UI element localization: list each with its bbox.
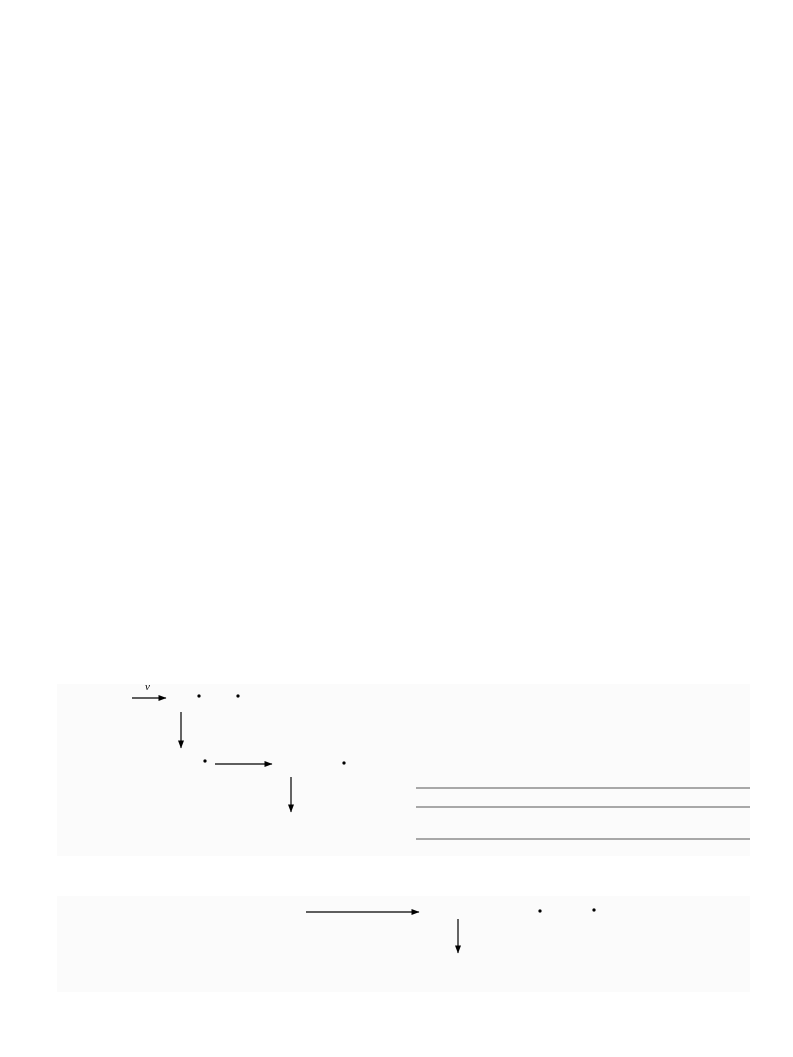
radical-dot	[342, 761, 345, 764]
radical-dot	[203, 759, 206, 762]
radical-dot	[197, 694, 200, 697]
arrow-label-nu: ν	[145, 681, 150, 693]
radical-dot	[236, 694, 239, 697]
radical-dot	[538, 909, 541, 912]
radical-dot	[592, 908, 595, 911]
